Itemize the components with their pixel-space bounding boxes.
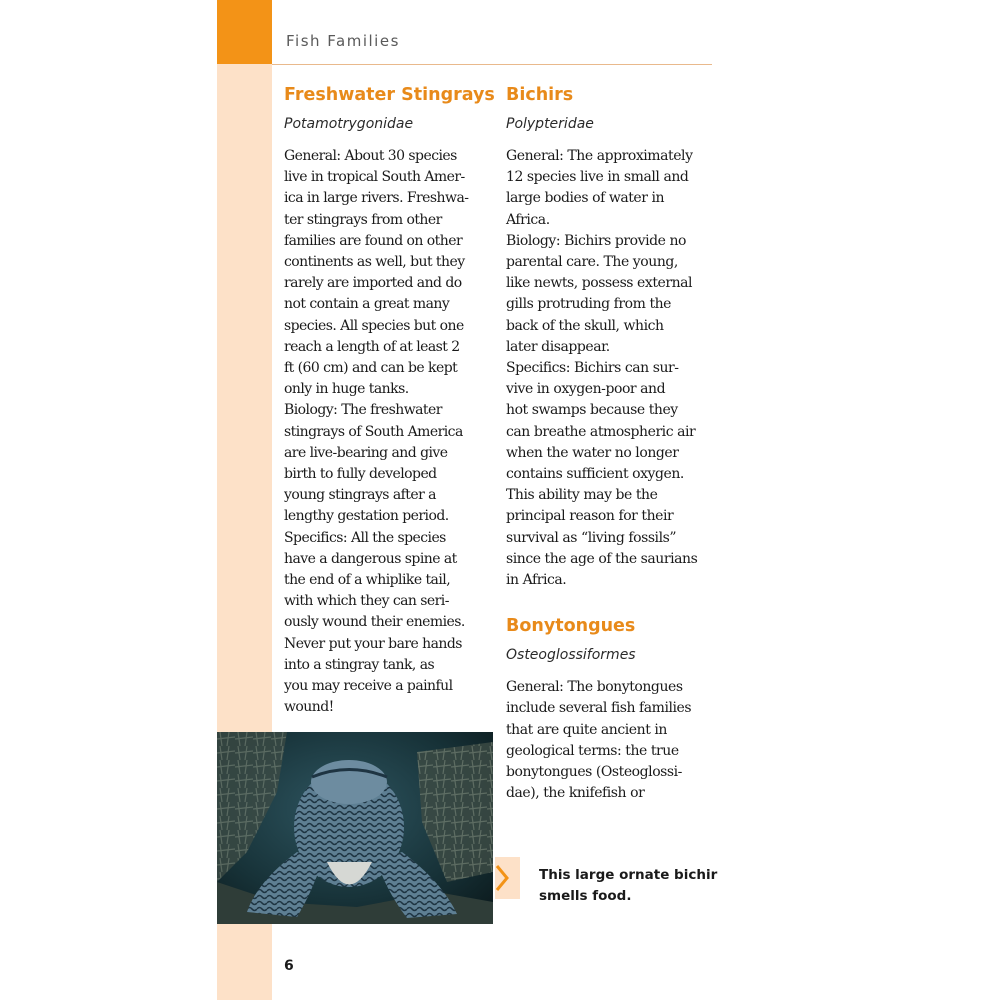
header-divider	[272, 64, 712, 65]
bichir-photo	[217, 732, 493, 924]
section-body: General: The approximately 12 species live in small and large bodies of water in Africa. Biology: Bichirs provide no parental care. The young, like newts, possess external gills protruding from the back of the skull, which later disappear. Specifics: Bichirs can sur- vive in oxygen-poor and hot swamps because they can breathe atmospheric air when the water no longer contains sufficient oxygen. This ability may be the principal reason for their survival as “living fossils” since the age of the saurians in Africa.	[506, 148, 698, 589]
running-header: Fish Families	[286, 32, 400, 50]
section-title-bichirs: Bichirs	[506, 85, 574, 105]
section-body: General: The bonytongues include several fish families that are quite ancient in geological terms: the true bonytongues (Osteoglossi- dae), the knifefish or	[506, 679, 692, 802]
chapter-tab	[217, 0, 272, 64]
section-latin-name: Potamotrygonidae	[284, 116, 414, 132]
page-number: 6	[284, 958, 294, 974]
section-title-bonytongues: Bonytongues	[506, 616, 636, 637]
bichir-illustration	[217, 732, 493, 924]
section-title-freshwater-stingrays: Freshwater Stingrays	[284, 85, 495, 105]
section-latin-name: Osteoglossiformes	[506, 647, 636, 664]
chevron-right-icon	[495, 857, 520, 899]
caption-pointer	[495, 857, 520, 899]
right-column	[506, 82, 716, 804]
section-latin-name: Polypteridae	[506, 116, 594, 132]
left-column	[284, 82, 495, 718]
section-bonytongues	[506, 613, 716, 804]
photo-caption: This large ornate bichir smells food.	[539, 867, 718, 904]
section-body: General: About 30 species live in tropical South Amer- ica in large rivers. Freshwa- ter stingrays from other families are found on other continents as well, but they rarely are imported and do not contain a great many species. All species but one reach a length of at least 2 ft (60 cm) and can be kept only in huge tanks. Biology: The freshwater stingrays of South America are live-bearing and give birth to fully developed young stingrays after a lengthy gestation period. Specifics: All the species have a dangerous spine at the end of a whiplike tail, with which they can seri- ously wound their enemies. Never put your bare hands into a stingray tank, as you may receive a painful wound!	[284, 148, 469, 716]
